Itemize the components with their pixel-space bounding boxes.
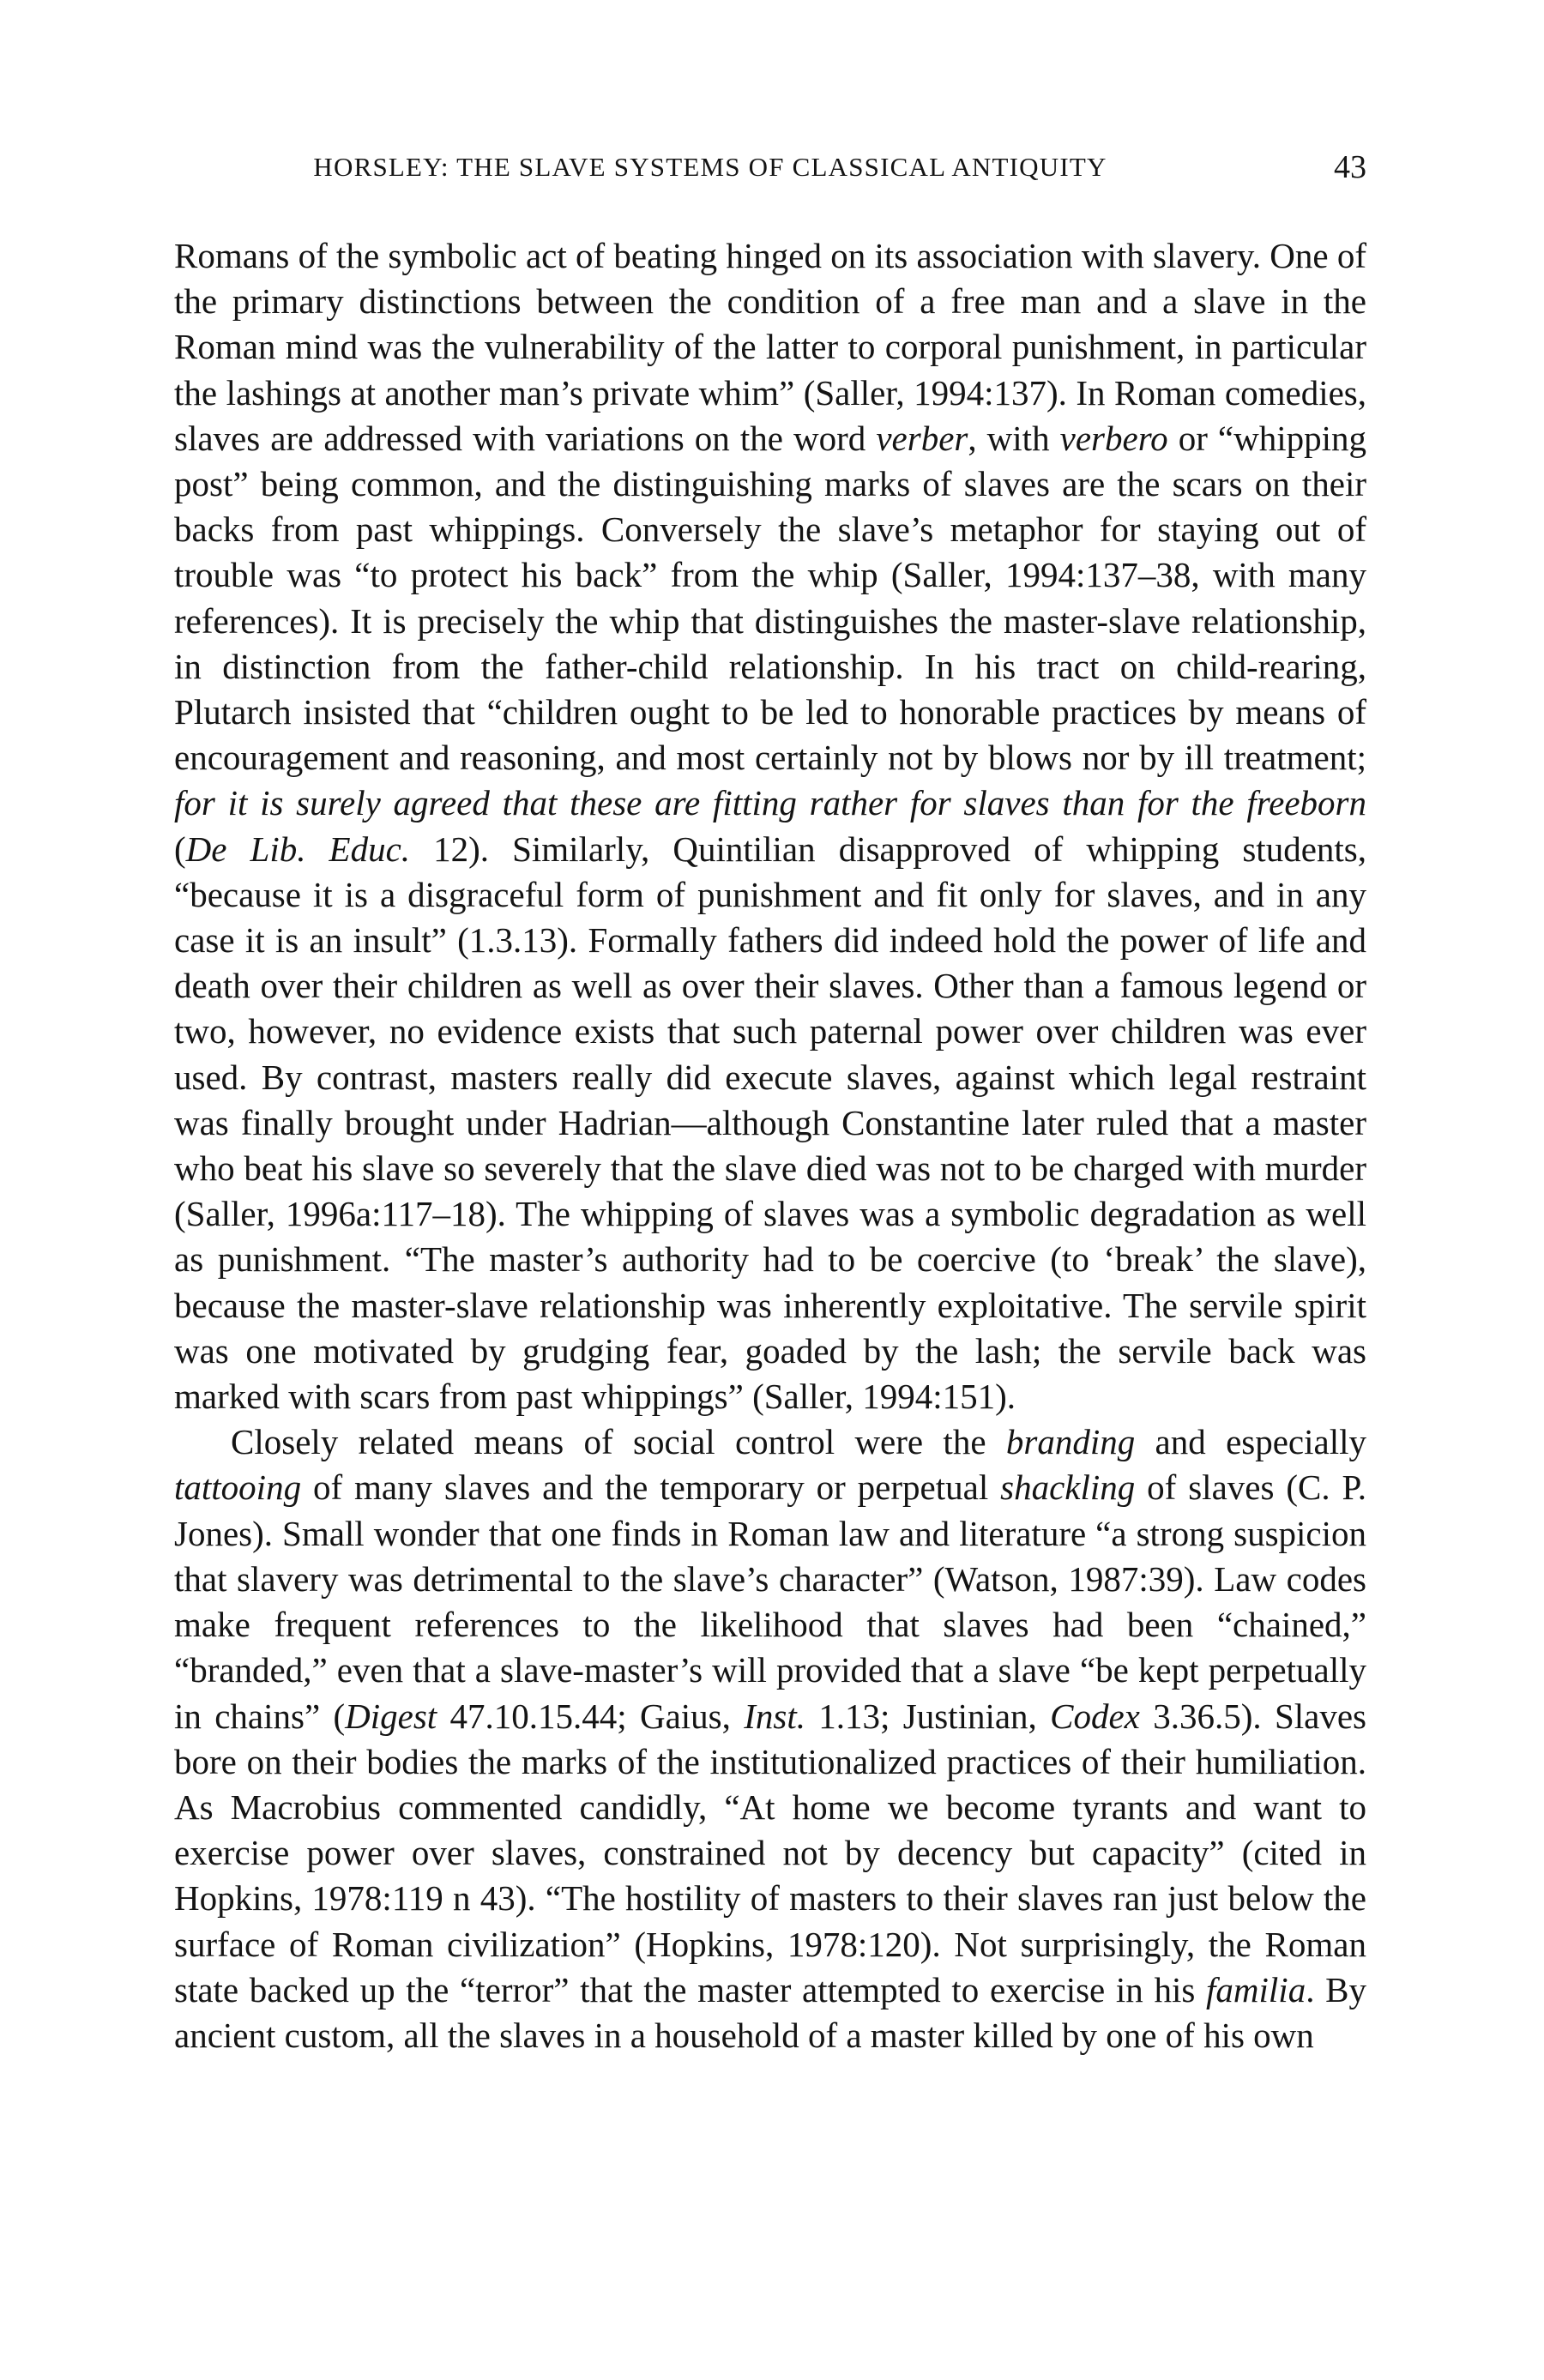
paragraph-2 [174,1419,1366,2058]
italic-run: Codex [1050,1696,1140,1736]
italic-run: Inst. [744,1696,805,1736]
text-run: of slaves (C. P. Jones). Small wonder that one finds in Roman law and literature “a strong suspicion that slavery was detrimental to the slave’s character” (Watson, 1987:39). Law codes make frequent references to the likelihood that slaves had been “chained,” “branded,” even that a slave-master’s will provided that a slave “be kept perpetually in chains” ( [174,1467,1366,1736]
italic-run: familia [1206,1969,1306,2009]
text-run: . By ancient custom, all the slaves in a household of a master killed by one of his own [174,1969,1366,2055]
text-run: 47.10.15.44; Gaius, [437,1696,745,1736]
text-run: Closely related means of social control were the [231,1422,1006,1462]
running-head: HORSLEY: THE SLAVE SYSTEMS OF CLASSICAL ANTIQUITY [313,152,1107,182]
italic-run: verbero [1059,418,1168,458]
text-run: 1.13; Justinian, [805,1696,1051,1736]
italic-run: Digest [345,1696,437,1736]
italic-run: tattooing [174,1467,302,1508]
page-header [174,146,1366,189]
text-run: and especially [1135,1422,1366,1462]
text-run: ( [174,828,186,869]
italic-run: verber [876,418,968,458]
italic-run: De Lib. Educ. [185,828,411,869]
italic-run: shackling [1000,1467,1136,1508]
page-number: 43 [1334,149,1366,185]
text-run: of many slaves and the temporary or perpetual [301,1467,1001,1508]
italic-run: for it is surely agreed that these are fitting rather for slaves than for the freeborn [174,783,1366,823]
text-run: , with [968,418,1060,458]
text-run: 12). Similarly, Quintilian disapproved of whipping students, “because it is a disgraceful form of punishment and fit only for slaves, and in any case it is an insult” (1.3.13). Formally fathers did indeed hold the power of life and death over their children as well as over their slaves. Other than a famous legend or two, however, no evidence exists that such paternal power over children was ever used. By contrast, masters really did execute slaves, against which legal restraint was finally brought under Hadrian—although Constantine later ruled that a master who beat his slave so severely that the slave died was not to be charged with murder (Saller, 1996a:117–18). The whipping of slaves was a symbolic degradation as well as punishment. “The master’s authority had to be coercive (to ‘break’ the slave), because the master-slave relationship was inherently exploitative. The servile spirit was one motivated by grudging fear, goaded by the lash; the servile back was marked with scars from past whippings” (Saller, 1994:151). [174,828,1366,1417]
italic-run: branding [1005,1422,1136,1462]
paragraph-1 [174,233,1366,1419]
text-run: Romans of the symbolic act of beating hinged on its association with slavery. One of the primary distinctions between the condition of a free man and a slave in the Roman mind was the vulnerability of the latter to corporal punishment, in particular the lashings at another man’s private whim” (Saller, 1994:137). In Roman comedies, slaves are addressed with variations on the word [174,236,1366,458]
text-run: 3.36.5). Slaves bore on their bodies the marks of the institutionalized practices of their humiliation. As Macrobius commented candidly, “At home we become tyrants and want to exercise power over slaves, constrained not by decency but capacity” (cited in Hopkins, 1978:119 n 43). “The hostility of masters to their slaves ran just below the surface of Roman civilization” (Hopkins, 1978:120). Not surprisingly, the Roman state backed up the “terror” that the master attempted to exercise in his [174,1696,1366,2009]
body-text [174,233,1366,2058]
text-run: or “whipping post” being common, and the distinguishing marks of slaves are the scars on their backs from past whippings. Conversely the slave’s metaphor for staying out of trouble was “to protect his back” from the whip (Saller, 1994:137–38, with many references). It is precisely the whip that distinguishes the master-slave relationship, in distinction from the father-child relationship. In his tract on child-rearing, Plutarch insisted that “children ought to be led to honorable practices by means of encouragement and reasoning, and most certainly not by blows nor by ill treatment; [174,418,1366,778]
